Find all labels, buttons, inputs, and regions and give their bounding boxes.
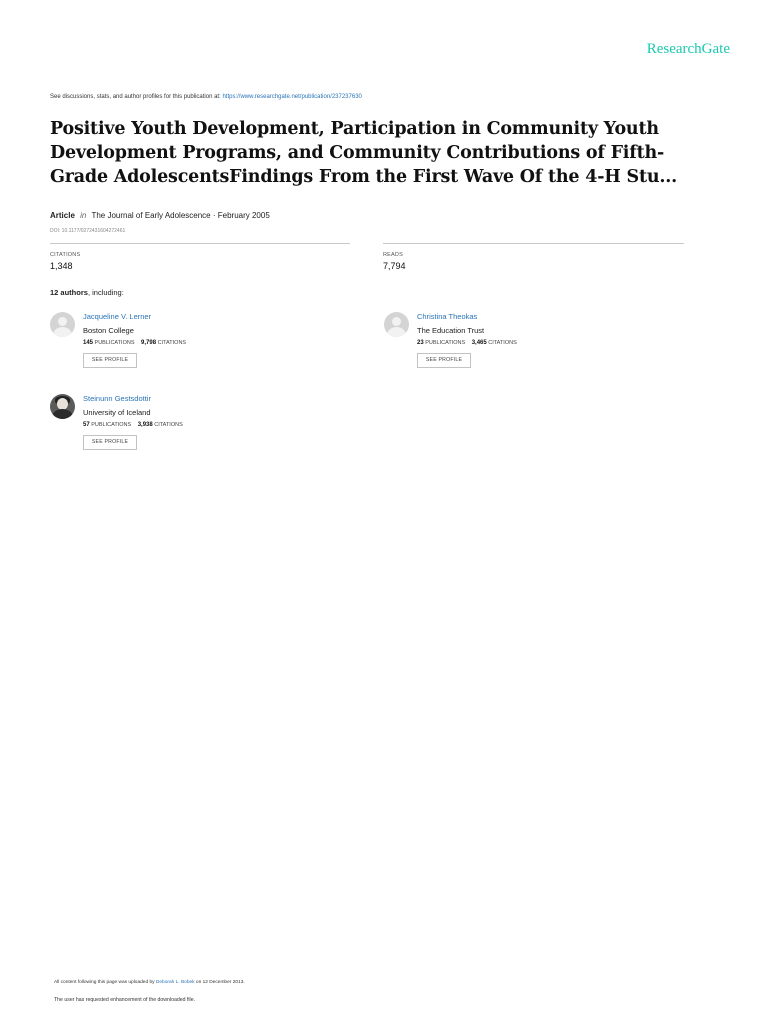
publications-label: PUBLICATIONS bbox=[425, 340, 466, 346]
author-institution: The Education Trust bbox=[417, 326, 485, 335]
divider-right bbox=[383, 243, 684, 244]
journal-info: The Journal of Early Adolescence · February 2005 bbox=[91, 211, 270, 220]
publications-label: PUBLICATIONS bbox=[94, 340, 135, 346]
publications-count: 23 bbox=[417, 340, 424, 346]
reads-stat bbox=[383, 252, 406, 271]
citations-stat bbox=[50, 252, 80, 271]
citations-count: 3,938 bbox=[137, 422, 153, 428]
citations-label: CITATIONS bbox=[488, 340, 517, 346]
in-word: in bbox=[80, 211, 87, 220]
avatar-placeholder-icon[interactable] bbox=[384, 312, 409, 337]
avatar-placeholder-icon[interactable] bbox=[50, 312, 75, 337]
author-institution: Boston College bbox=[83, 326, 134, 335]
avatar-photo[interactable] bbox=[50, 394, 75, 419]
divider-left bbox=[50, 243, 350, 244]
see-profile-button[interactable]: SEE PROFILE bbox=[83, 435, 137, 450]
article-type: Article bbox=[50, 211, 75, 220]
see-profile-button[interactable]: SEE PROFILE bbox=[83, 353, 137, 368]
article-meta bbox=[50, 211, 270, 220]
citations-label: CITATIONS bbox=[157, 340, 187, 346]
author-counts bbox=[83, 422, 343, 428]
author-name[interactable]: Steinunn Gestsdottir bbox=[83, 394, 151, 403]
publication-link[interactable]: https://www.researchgate.net/publication/237237630 bbox=[222, 94, 362, 100]
author-counts bbox=[83, 340, 343, 346]
authors-heading bbox=[50, 288, 124, 297]
citations-count: 3,465 bbox=[471, 340, 487, 346]
uploader-link[interactable]: Deborah L. Bobek bbox=[155, 980, 195, 985]
citations-label: CITATIONS bbox=[50, 252, 81, 258]
article-title: Positive Youth Development, Participation in Community Youth Development Programs, and Community Contributions of Fifth-Grade AdolescentsFindings From the First Wave Of the 4-H Stu... bbox=[50, 119, 678, 187]
discussions-text: See discussions, stats, and author profiles for this publication at: bbox=[50, 94, 221, 100]
upload-suffix: on 12 December 2013. bbox=[195, 980, 245, 985]
see-profile-button[interactable]: SEE PROFILE bbox=[417, 353, 471, 368]
reads-value: 7,794 bbox=[383, 261, 406, 271]
publications-count: 57 bbox=[83, 422, 90, 428]
citations-count: 9,798 bbox=[141, 340, 157, 346]
author-counts bbox=[417, 340, 677, 346]
citations-label: CITATIONS bbox=[154, 422, 183, 428]
upload-prefix: All content following this page was uploaded by bbox=[54, 980, 155, 985]
author-name[interactable]: Christina Theokas bbox=[417, 312, 478, 321]
citations-value: 1,348 bbox=[50, 261, 73, 271]
discussions-line bbox=[50, 94, 362, 100]
enhancement-note: The user has requested enhancement of the downloaded file. bbox=[54, 997, 196, 1003]
article-doi: DOI: 10.1177/0272431604272461 bbox=[50, 228, 126, 234]
author-institution: University of Iceland bbox=[83, 408, 151, 417]
publications-label: PUBLICATIONS bbox=[91, 422, 132, 428]
authors-suffix: , including: bbox=[87, 288, 124, 297]
authors-count: 12 authors bbox=[50, 288, 88, 297]
reads-label: READS bbox=[383, 252, 403, 258]
publications-count: 145 bbox=[83, 340, 94, 346]
researchgate-logo[interactable]: ResearchGate bbox=[646, 41, 730, 57]
upload-note bbox=[54, 980, 245, 985]
author-name[interactable]: Jacqueline V. Lerner bbox=[83, 312, 152, 321]
